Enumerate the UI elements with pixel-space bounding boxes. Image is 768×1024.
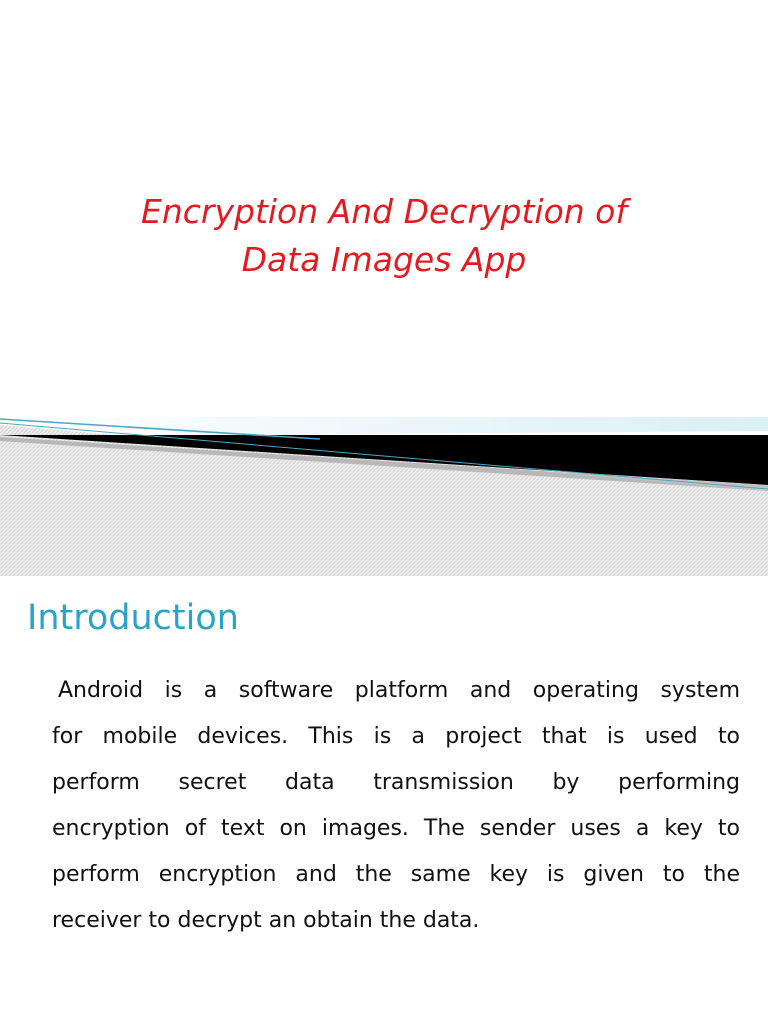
section-heading: Introduction [27,598,239,638]
slide-title-line-1: Encryption And Decryption of [141,192,627,231]
paragraph-line: for mobile devices. This is a project that is used to [52,724,740,749]
paragraph-line: perform secret data transmission by performing [52,770,740,795]
introduction-paragraph [52,668,740,944]
paragraph-line: receiver to decrypt an obtain the data. [52,908,480,933]
introduction-slide [0,576,768,1024]
slide-title [0,188,768,284]
paragraph-line: perform encryption and the same key is given to the [52,862,740,887]
decorative-banner [0,405,768,576]
slide-title-line-2: Data Images App [241,240,527,279]
paragraph-line: Android is a software platform and operating system [58,678,740,703]
paragraph-line: encryption of text on images. The sender uses a key to [52,816,740,841]
